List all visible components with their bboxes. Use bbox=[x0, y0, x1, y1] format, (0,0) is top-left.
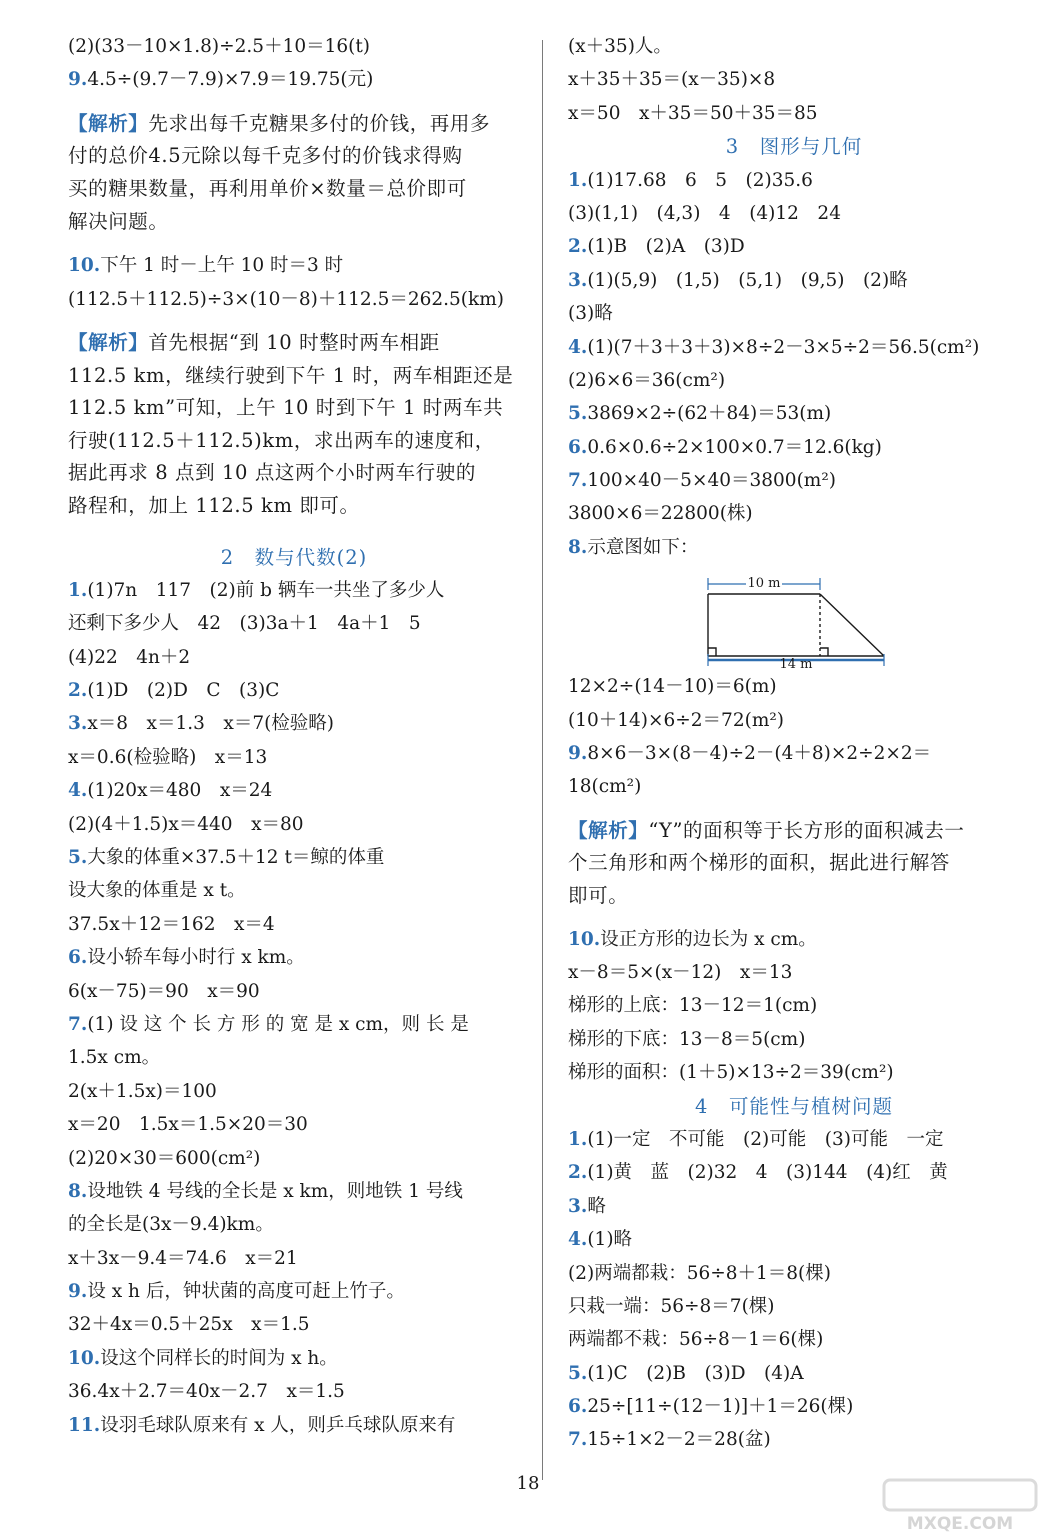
answer-text: (1)D (2)D C (3)C bbox=[87, 680, 280, 702]
answer-text: x＋3x－9.4＝74.6 x＝21 bbox=[68, 1247, 298, 1269]
answer-text: (1)17.68 6 5 (2)35.6 bbox=[587, 169, 813, 191]
answer-line bbox=[568, 1357, 1020, 1390]
right-column bbox=[568, 30, 1020, 1457]
answer-text: 设 x h 后，钟状菌的高度可赶上竹子。 bbox=[87, 1281, 405, 1303]
answer-text: 下午 1 时－上午 10 时＝3 时 bbox=[100, 255, 344, 277]
answer-text: 4.5÷(9.7－7.9)×7.9＝19.75(元) bbox=[87, 69, 374, 91]
answer-line bbox=[68, 808, 520, 841]
answer-line: (2)(33－10×1.8)÷2.5＋10＝16(t) bbox=[68, 36, 371, 57]
answer-line bbox=[68, 63, 520, 96]
question-number: 5. bbox=[568, 403, 588, 425]
answer-text: 梯形的面积：(1＋5)×13÷2＝39(cm²) bbox=[568, 1062, 894, 1084]
answer-line bbox=[68, 1375, 520, 1408]
answer-text: 设这个同样长的时间为 x h。 bbox=[100, 1347, 338, 1369]
analysis-tag: 【解析】 bbox=[68, 111, 149, 135]
analysis-block bbox=[68, 108, 520, 238]
answer-line bbox=[568, 1023, 1020, 1056]
answer-line bbox=[68, 1108, 520, 1141]
answer-line bbox=[68, 975, 520, 1008]
page-number: 18 bbox=[516, 1473, 540, 1494]
question-number: 3. bbox=[568, 269, 588, 291]
answer-line bbox=[68, 774, 520, 807]
answer-line: x＋35＋35＝(x－35)×8 bbox=[568, 69, 776, 91]
section-2-answers bbox=[68, 574, 520, 1442]
answer-line: (112.5＋112.5)÷3×(10－8)＋112.5＝262.5(km) bbox=[68, 288, 504, 310]
answer-text: 37.5x＋12＝162 x＝4 bbox=[68, 913, 275, 935]
watermark-logo bbox=[880, 1478, 1040, 1534]
answer-line bbox=[568, 1257, 1020, 1290]
question-number: 7. bbox=[68, 1013, 88, 1035]
answer-line bbox=[68, 1208, 520, 1241]
answer-text: 6(x－75)＝90 x＝90 bbox=[68, 980, 260, 1002]
answer-text: 3800×6＝22800(株) bbox=[568, 503, 753, 525]
analysis-text: 112.5 km”可知，上午 10 时到下午 1 时两车共 bbox=[68, 396, 504, 420]
answer-line bbox=[568, 770, 1020, 803]
answer-text: 设正方形的边长为 x cm。 bbox=[600, 928, 817, 950]
answer-line bbox=[68, 641, 520, 674]
answer-line bbox=[568, 331, 1020, 364]
question-number: 5. bbox=[568, 1362, 588, 1384]
answer-line bbox=[568, 264, 1020, 297]
answer-line bbox=[568, 164, 1020, 197]
question-number: 6. bbox=[68, 947, 88, 969]
answer-text: 的全长是(3x－9.4)km。 bbox=[68, 1214, 274, 1236]
answer-text: 两端都不栽：56÷8－1＝6(棵) bbox=[568, 1329, 824, 1351]
question-number: 10. bbox=[568, 928, 601, 950]
answer-text: 大象的体重×37.5＋12 t＝鲸的体重 bbox=[87, 847, 385, 869]
answer-text: 32＋4x＝0.5＋25x x＝1.5 bbox=[68, 1314, 310, 1336]
answer-text: (1) 设 这 个 长 方 形 的 宽 是 x cm，则 长 是 bbox=[87, 1013, 469, 1035]
question-number: 8. bbox=[568, 536, 588, 558]
question-number: 9. bbox=[568, 743, 588, 765]
answer-line bbox=[68, 874, 520, 907]
section-3-answers-continued bbox=[568, 670, 1020, 804]
answer-text: x＝0.6(检验略) x＝13 bbox=[68, 746, 268, 768]
trapezoid-figure bbox=[568, 568, 1020, 668]
answer-line bbox=[568, 397, 1020, 430]
analysis-text: “Y”的面积等于长方形的面积减去一 bbox=[648, 818, 965, 842]
answer-line bbox=[568, 704, 1020, 737]
watermark-text: MXQE.COM bbox=[906, 1514, 1014, 1534]
answer-text: 0.6×0.6÷2×100×0.7＝12.6(kg) bbox=[587, 436, 882, 458]
answer-text: 设地铁 4 号线的全长是 x km，则地铁 1 号线 bbox=[87, 1180, 463, 1202]
slanted-side bbox=[820, 594, 884, 656]
analysis-text: 买的糖果数量，再利用单价×数量＝总价即可 bbox=[68, 176, 467, 200]
column-divider bbox=[542, 40, 543, 1480]
answer-line bbox=[568, 956, 1020, 989]
analysis-text: 据此再求 8 点到 10 点这两个小时两车行驶的 bbox=[68, 461, 476, 485]
answer-text: (1)C (2)B (3)D (4)A bbox=[587, 1362, 804, 1384]
answer-text: 18(cm²) bbox=[568, 776, 642, 798]
analysis-text: 解决问题。 bbox=[68, 209, 169, 233]
section-title: 4 可能性与植树问题 bbox=[695, 1094, 893, 1118]
analysis-text: 路程和，加上 112.5 km 即可。 bbox=[68, 493, 360, 517]
answer-line: (x＋35)人。 bbox=[568, 36, 672, 57]
answer-line bbox=[68, 1308, 520, 1341]
top-length-label: 10 m bbox=[747, 576, 781, 592]
question-number: 11. bbox=[68, 1414, 101, 1436]
question-number: 3. bbox=[568, 1195, 588, 1217]
question-number: 9. bbox=[68, 69, 88, 91]
section-4-answers bbox=[568, 1123, 1020, 1457]
bottom-length-label: 14 m bbox=[779, 657, 813, 669]
answer-line bbox=[568, 1323, 1020, 1356]
answer-text: 设小轿车每小时行 x km。 bbox=[87, 947, 305, 969]
answer-line bbox=[68, 741, 520, 774]
question-number: 8. bbox=[68, 1180, 88, 1202]
answer-text: (2)20×30＝600(cm²) bbox=[68, 1147, 261, 1169]
question-number: 1. bbox=[568, 1128, 588, 1150]
answer-text: 1.5x cm。 bbox=[68, 1047, 161, 1069]
left-column bbox=[68, 30, 520, 1442]
question-number: 4. bbox=[568, 1229, 588, 1251]
answer-text: x－8＝5×(x－12) x＝13 bbox=[568, 961, 793, 983]
answer-text: (2)两端都栽：56÷8＋1＝8(棵) bbox=[568, 1262, 831, 1284]
answer-text: (1)20x＝480 x＝24 bbox=[87, 780, 273, 802]
answer-line bbox=[568, 1423, 1020, 1456]
question-number: 1. bbox=[68, 579, 88, 601]
question-number: 1. bbox=[568, 169, 588, 191]
answer-line bbox=[568, 670, 1020, 703]
answer-line bbox=[568, 1156, 1020, 1189]
analysis-text: 先求出每千克糖果多付的价钱，再用多 bbox=[148, 111, 491, 135]
answer-line bbox=[568, 497, 1020, 530]
answer-line bbox=[568, 464, 1020, 497]
analysis-text: 112.5 km，继续行驶到下午 1 时，两车相距还是 bbox=[68, 363, 514, 387]
question-number: 10. bbox=[68, 255, 101, 277]
answer-line bbox=[68, 1008, 520, 1041]
answer-text: 梯形的下底：13－8＝5(cm) bbox=[568, 1028, 806, 1050]
answer-text: 12×2÷(14－10)＝6(m) bbox=[568, 676, 777, 698]
answer-text: (1)略 bbox=[587, 1229, 633, 1251]
answer-line bbox=[68, 249, 520, 282]
answer-text: (2)6×6＝36(cm²) bbox=[568, 369, 726, 391]
answer-text: (2)(4＋1.5)x＝440 x＝80 bbox=[68, 813, 304, 835]
answer-line bbox=[68, 841, 520, 874]
answer-line bbox=[568, 364, 1020, 397]
answer-line: x＝50 x＋35＝50＋35＝85 bbox=[568, 102, 818, 124]
analysis-text: 行驶(112.5＋112.5)km，求出两车的速度和， bbox=[68, 428, 495, 452]
answer-line bbox=[568, 737, 1020, 770]
question-number: 4. bbox=[568, 336, 588, 358]
answer-line bbox=[68, 1242, 520, 1275]
question-number: 4. bbox=[68, 780, 88, 802]
analysis-text: 付的总价4.5元除以每千克多付的价钱求得购 bbox=[68, 144, 463, 168]
answer-text: 还剩下多少人 42 (3)3a＋1 4a＋1 5 bbox=[68, 613, 421, 635]
answer-line bbox=[68, 574, 520, 607]
answer-line bbox=[68, 1275, 520, 1308]
right-angle-mark bbox=[820, 648, 828, 656]
answer-text: 略 bbox=[587, 1195, 606, 1217]
analysis-text: 首先根据“到 10 时整时两车相距 bbox=[148, 330, 440, 354]
answer-line bbox=[68, 1041, 520, 1074]
analysis-block bbox=[568, 815, 1020, 913]
analysis-tag: 【解析】 bbox=[568, 818, 649, 842]
answer-text: (3)(1,1) (4,3) 4 (4)12 24 bbox=[568, 202, 841, 224]
question-number: 9. bbox=[68, 1281, 88, 1303]
answer-line bbox=[68, 1342, 520, 1375]
answer-text: (1)(7＋3＋3＋3)×8÷2－3×5÷2＝56.5(cm²) bbox=[587, 336, 980, 358]
answer-line bbox=[568, 1190, 1020, 1223]
analysis-text: 即可。 bbox=[568, 884, 629, 907]
answer-text: 只栽一端：56÷8＝7(棵) bbox=[568, 1295, 775, 1317]
section-title: 3 图形与几何 bbox=[725, 135, 863, 159]
question-number: 7. bbox=[568, 470, 588, 492]
question-number: 6. bbox=[568, 1396, 588, 1418]
analysis-tag: 【解析】 bbox=[68, 330, 149, 354]
answer-line bbox=[68, 1075, 520, 1108]
answer-text: 15÷1×2－2＝28(盆) bbox=[587, 1429, 771, 1451]
section-3-answers-final bbox=[568, 923, 1020, 1090]
answer-line bbox=[568, 197, 1020, 230]
answer-line bbox=[68, 707, 520, 740]
question-number: 2. bbox=[568, 1162, 588, 1184]
answer-line bbox=[568, 531, 1020, 564]
section-3-answers bbox=[568, 164, 1020, 565]
answer-line bbox=[68, 1409, 520, 1442]
answer-line bbox=[68, 941, 520, 974]
answer-text: (1)B (2)A (3)D bbox=[587, 236, 745, 258]
answer-line bbox=[568, 230, 1020, 263]
question-number: 10. bbox=[68, 1347, 101, 1369]
answer-line bbox=[568, 989, 1020, 1022]
answer-text: 梯形的上底：13－12＝1(cm) bbox=[568, 995, 818, 1017]
answer-line bbox=[68, 908, 520, 941]
answer-line bbox=[68, 1175, 520, 1208]
analysis-text: 个三角形和两个梯形的面积，据此进行解答 bbox=[568, 851, 950, 875]
answer-text: (10＋14)×6÷2＝72(m²) bbox=[568, 709, 784, 731]
answer-text: 设羽毛球队原来有 x 人，则乒乓球队原来有 bbox=[100, 1414, 456, 1436]
question-number: 5. bbox=[68, 847, 88, 869]
answer-text: 100×40－5×40＝3800(m²) bbox=[587, 470, 836, 492]
answer-text: 3869×2÷(62＋84)＝53(m) bbox=[587, 403, 832, 425]
answer-line bbox=[568, 923, 1020, 956]
answer-line bbox=[68, 674, 520, 707]
question-number: 7. bbox=[568, 1429, 588, 1451]
answer-text: 2(x＋1.5x)＝100 bbox=[68, 1080, 217, 1102]
answer-text: 示意图如下： bbox=[587, 536, 699, 558]
answer-line bbox=[568, 1390, 1020, 1423]
answer-text: 设大象的体重是 x t。 bbox=[68, 880, 246, 902]
question-number: 3. bbox=[68, 713, 88, 735]
answer-line bbox=[568, 431, 1020, 464]
answer-text: (1)(5,9) (1,5) (5,1) (9,5) (2)略 bbox=[587, 269, 908, 291]
question-number: 2. bbox=[68, 680, 88, 702]
answer-text: 8×6－3×(8－4)÷2－(4＋8)×2÷2×2＝ bbox=[587, 743, 932, 765]
answer-line bbox=[568, 297, 1020, 330]
question-number: 2. bbox=[568, 236, 588, 258]
answer-line bbox=[68, 607, 520, 640]
answer-text: x＝8 x＝1.3 x＝7(检验略) bbox=[87, 713, 335, 735]
answer-line bbox=[568, 1056, 1020, 1089]
answer-text: x＝20 1.5x＝1.5×20＝30 bbox=[68, 1114, 308, 1136]
answer-text: 25÷[11÷(12－1)]＋1＝26(棵) bbox=[587, 1396, 854, 1418]
answer-text: (1)黄 蓝 (2)32 4 (3)144 (4)红 黄 bbox=[587, 1162, 948, 1184]
right-angle-mark bbox=[708, 648, 716, 656]
answer-line bbox=[568, 1123, 1020, 1156]
answer-text: (4)22 4n＋2 bbox=[68, 646, 191, 668]
trapezoid-diagram bbox=[568, 568, 1020, 668]
answer-line bbox=[68, 1142, 520, 1175]
answer-text: (1)一定 不可能 (2)可能 (3)可能 一定 bbox=[587, 1128, 944, 1150]
analysis-block bbox=[68, 327, 520, 523]
answer-text: (3)略 bbox=[568, 303, 613, 325]
question-number: 6. bbox=[568, 436, 588, 458]
answer-line bbox=[568, 1223, 1020, 1256]
answer-text: 36.4x＋2.7＝40x－2.7 x＝1.5 bbox=[68, 1381, 345, 1403]
section-title: 2 数与代数(2) bbox=[220, 545, 368, 569]
answer-text: (1)7n 117 (2)前 b 辆车一共坐了多少人 bbox=[87, 579, 445, 601]
answer-line bbox=[568, 1290, 1020, 1323]
